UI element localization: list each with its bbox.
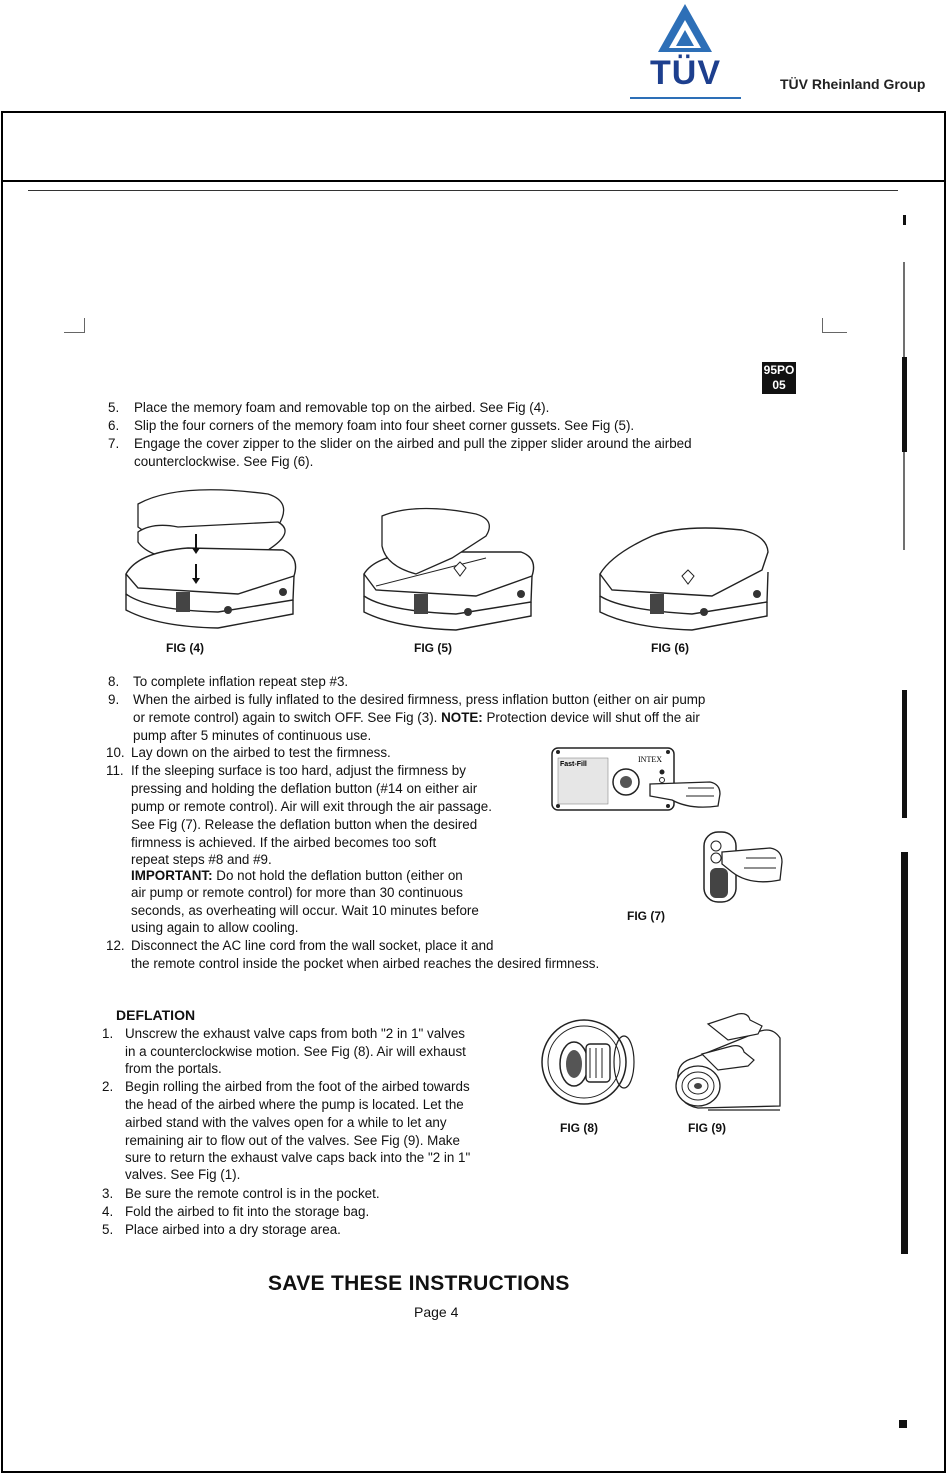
page-header (0, 0, 949, 110)
fig5-label: FIG (5) (414, 641, 452, 655)
deflation-step-4: 4. Fold the airbed to fit into the storage bag. (102, 1204, 370, 1219)
scan-artifact (902, 690, 907, 818)
step-11-line: pump or remote control). Air will exit through the air passage. (131, 799, 492, 814)
scan-artifact (902, 357, 907, 452)
fig6-illustration (592, 522, 778, 634)
step-7-cont: counterclockwise. See Fig (6). (134, 454, 314, 469)
fig6-label: FIG (6) (651, 641, 689, 655)
crop-mark-right (822, 318, 847, 333)
step-9-line-3: pump after 5 minutes of continuous use. (133, 728, 372, 743)
step-12-line-2: the remote control inside the pocket when airbed reaches the desired firmness. (131, 956, 600, 971)
fig7-label: FIG (7) (627, 909, 665, 923)
fig8-illustration (538, 1014, 642, 1114)
important-line: air pump or remote control) for more than 30 continuous (131, 885, 463, 900)
page-number: Page 4 (414, 1304, 459, 1320)
deflation-step-2-line: valves. See Fig (1). (125, 1167, 241, 1182)
stamp-line-1: 95PO (763, 363, 795, 377)
fig8-label: FIG (8) (560, 1121, 598, 1135)
tuv-logo-text: TÜV (650, 54, 721, 92)
tuv-group-name: TÜV Rheinland Group (780, 76, 926, 92)
scan-artifact (899, 1420, 907, 1428)
fig5-illustration (356, 506, 546, 634)
scan-rule (28, 190, 898, 191)
fig9-illustration (668, 1010, 784, 1114)
step-9: 9. When the airbed is fully inflated to the desired firmness, press inflation button (either on air pump (108, 692, 706, 707)
step-11-line: If the sleeping surface is too hard, adjust the firmness by (131, 763, 466, 778)
step-12: 12. Disconnect the AC line cord from the wall socket, place it and (106, 938, 494, 953)
step-5: 5. Place the memory foam and removable top on the airbed. See Fig (4). (108, 400, 550, 415)
deflation-step-2: 2. (102, 1079, 114, 1094)
save-instructions-heading: SAVE THESE INSTRUCTIONS (268, 1272, 570, 1295)
step-10: 10. Lay down on the airbed to test the firmness. (106, 745, 391, 760)
fig4-illustration (118, 482, 302, 632)
crop-mark-left (64, 318, 85, 333)
step-8: 8. To complete inflation repeat step #3. (108, 674, 349, 689)
important-label: IMPORTANT: (131, 868, 213, 883)
fig7-illustration (550, 744, 790, 920)
deflation-step-5: 5. Place airbed into a dry storage area. (102, 1222, 341, 1237)
scan-artifact (903, 215, 906, 225)
frame-divider (1, 180, 946, 182)
note-label: NOTE: (441, 710, 483, 725)
fig4-label: FIG (4) (166, 641, 204, 655)
deflation-step-2-line: Begin rolling the airbed from the foot of the airbed towards (125, 1079, 470, 1094)
step-9-line-2: or remote control) again to switch OFF. See Fig (3). NOTE: Protection device will shut off the air (133, 710, 700, 725)
deflation-heading: DEFLATION (116, 1007, 196, 1023)
step-11-line: pressing and holding the deflation button (#14 on either air (131, 781, 478, 796)
deflation-step-2-line: airbed stand with the valves open for a while to let any (125, 1115, 447, 1130)
step-11-line: See Fig (7). Release the deflation button when the desired (131, 817, 478, 832)
deflation-step-2-line: remaining air to flow out of the valves. See Fig (9). Make (125, 1133, 460, 1148)
tuv-logo (628, 2, 743, 102)
step-11-line: repeat steps #8 and #9. (131, 852, 272, 867)
step-7: 7. Engage the cover zipper to the slider on the airbed and pull the zipper slider around the airbed (108, 436, 692, 451)
fig7-brand-label: Fast-Fill (560, 761, 587, 768)
fig9-label: FIG (9) (688, 1121, 726, 1135)
important-line: seconds, as overheating will occur. Wait 10 minutes before (131, 903, 479, 918)
deflation-step-1-line: in a counterclockwise motion. See Fig (8). Air will exhaust (125, 1044, 466, 1059)
important-line: IMPORTANT: Do not hold the deflation button (either on (131, 868, 463, 883)
deflation-step-2-line: the head of the airbed where the pump is located. Let the (125, 1097, 464, 1112)
deflation-step-1-line: from the portals. (125, 1061, 222, 1076)
step-11: 11. (106, 763, 124, 778)
step-6: 6. Slip the four corners of the memory foam into four sheet corner gussets. See Fig (5). (108, 418, 635, 433)
fig7-brand: INTEX (638, 755, 662, 764)
deflation-step-3: 3. Be sure the remote control is in the pocket. (102, 1186, 380, 1201)
page-stamp (762, 362, 796, 394)
deflation-step-1: 1. (102, 1026, 114, 1041)
deflation-step-2-line: sure to return the exhaust valve caps back into the "2 in 1" (125, 1150, 471, 1165)
scan-artifact (901, 852, 908, 1254)
step-11-line: firmness is achieved. If the airbed becomes too soft (131, 835, 437, 850)
deflation-step-1-line: Unscrew the exhaust valve caps from both "2 in 1" valves (125, 1026, 465, 1041)
important-line: using again to allow cooling. (131, 920, 299, 935)
stamp-line-2: 05 (772, 378, 786, 392)
